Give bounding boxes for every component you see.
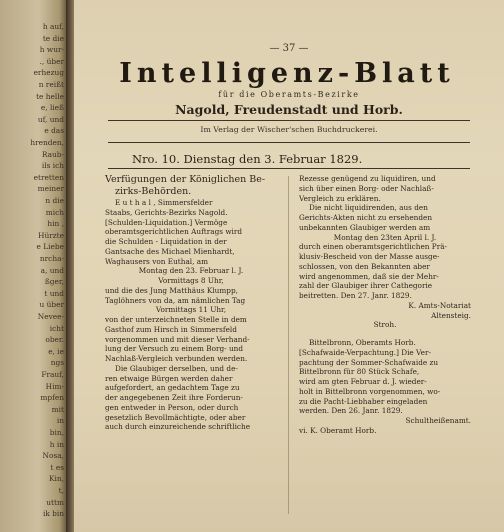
text-line: vi. K. Oberamt Horb. — [299, 425, 377, 435]
facing-page-fragment: u über — [39, 300, 64, 310]
facing-page-fragment: e, ließ — [40, 103, 64, 113]
text-line: klusiv-Bescheid von der Masse ausge- — [299, 252, 440, 261]
facing-page-fragment: in — [56, 416, 64, 426]
text-line: [Schafwaide-Verpachtung.] Die Ver- — [299, 347, 431, 357]
text-line: Die Glaubiger derselben, und de- — [115, 363, 238, 373]
facing-page-fragment: uttm — [46, 497, 64, 507]
text-line: wird angenommen, daß sie der Mehr- — [299, 271, 439, 281]
text-line: K. Amts-Notariat — [408, 300, 471, 310]
text-line: lung der Versuch zu einem Borg- und — [105, 344, 244, 354]
facing-page-fragment: Nevee- — [37, 312, 64, 321]
text-line: Verfügungen der Königlichen Be- — [105, 174, 266, 185]
text-line: Staabs, Gerichts-Bezirks Nagold. — [105, 207, 228, 217]
text-line: Die nicht liquidirenden, aus den — [309, 203, 428, 213]
text-line: vorgenommen und mit dieser Verhand- — [105, 334, 250, 344]
text-line: wird am gten Februar d. J. wieder- — [299, 377, 427, 386]
text-line: unbekannten Glaubiger werden am — [299, 222, 431, 232]
text-line: Montag den 23. Februar l. J. — [138, 266, 244, 276]
facing-page-fragment: ik bin — [42, 509, 64, 519]
facing-page-fragment: Nosa, — [42, 451, 64, 461]
text-line: Gasthof zum Hirsch in Simmersfeld — [105, 324, 237, 334]
facing-page-fragment: mpfen — [40, 393, 64, 403]
text-line: [Schulden-Liquidation.] Vermöge — [105, 217, 228, 227]
text-line: Waghausers von Euthal, am — [105, 256, 209, 266]
text-line: Bittelbronn für 80 Stück Schafe, — [299, 367, 420, 377]
facing-page-fragment: ober. — [45, 335, 64, 345]
text-line: zirks-Behörden. — [115, 186, 192, 197]
publisher-line: Im Verlag der Wischer'schen Buchdruckerei. — [200, 125, 378, 134]
page-number: — 37 — — [269, 43, 309, 54]
facing-page-fragment: meiner — [37, 184, 64, 194]
text-line: schlossen, von den Bekannten aber — [299, 261, 430, 271]
text-line: gesetzlich Bevollmächtigte, oder aber — [105, 412, 246, 422]
facing-page-fragment: h wur- — [39, 45, 64, 55]
facing-page-fragment: te helle — [36, 91, 64, 101]
text-line: durch einen oberamtsgerichtlichen Prä- — [299, 242, 448, 252]
facing-page-fragment: t, — [58, 486, 64, 495]
facing-page-fragment: t und — [44, 288, 64, 298]
facing-page-fragment: Hürzte — [38, 230, 64, 240]
issue-rule — [108, 168, 470, 169]
masthead-subtitle: für die Oberamts-Bezirke — [218, 90, 360, 99]
text-line: E u t h a l , Simmersfelder — [115, 198, 213, 207]
facing-page-edge — [0, 0, 70, 532]
text-line: zahl der Glaubiger ihrer Cathegorie — [299, 281, 433, 291]
facing-page-fragment: n die — [45, 196, 64, 205]
facing-page-fragment: h auf, — [42, 22, 64, 31]
issue-line: Nro. 10. Dienstag den 3. Februar 1829. — [132, 152, 363, 166]
text-line: Montag den 23ten April l. J. — [333, 232, 437, 242]
text-line: aufgefordert, an gedachtem Tage zu — [105, 383, 240, 393]
facing-page-fragment: uf, und — [37, 114, 64, 124]
column-divider — [288, 176, 289, 514]
text-line: Altensteig. — [431, 310, 471, 320]
publisher-rule — [108, 142, 470, 143]
facing-page-fragment: hin , — [47, 219, 64, 229]
column-left — [105, 174, 277, 432]
facing-page-fragment: h in — [49, 439, 64, 449]
text-line: oberamtsgerichtlichen Auftrags wird — [105, 227, 243, 237]
facing-page-fragment: te die — [42, 33, 64, 43]
text-line: Vormittags 8 Uhr, — [158, 276, 224, 285]
text-line: die Schulden - Liquidation in der — [105, 237, 227, 246]
facing-page-fragment: ngs — [50, 358, 64, 368]
facing-page-fragment: hrenden, — [30, 138, 64, 147]
facing-page-fragment: mich — [45, 207, 64, 217]
facing-page-fragment: n reißt — [38, 80, 64, 89]
facing-page-fragment: e das — [44, 126, 64, 136]
text-line: Rezesse genügend zu liquidiren, und — [299, 174, 436, 183]
facing-page-fragment: e Liebe — [36, 242, 64, 252]
text-line: zu die Pacht-Liebhaber eingeladen — [299, 396, 428, 406]
facing-page-fragment: icht — [49, 323, 64, 333]
column-right — [299, 174, 471, 436]
text-line: pachtung der Sommer-Schafwaide zu — [299, 357, 439, 367]
text-line: Schultheißenamt. — [405, 416, 471, 425]
text-line: und die des Jung Matthäus Klumpp, — [105, 285, 238, 295]
text-line: Nachlaß-Vergleich verbunden werden. — [105, 354, 248, 363]
text-line: von der unterzeichneten Stelle in dem — [105, 315, 247, 324]
facing-page-fragment: Raub- — [41, 149, 64, 159]
facing-page-fragment: Frauf, — [41, 370, 64, 379]
facing-page-fragment: a, und — [40, 265, 64, 275]
text-line: Gerichts-Akten nicht zu ersehenden — [299, 213, 433, 222]
masthead-places: Nagold, Freudenstadt und Horb. — [175, 102, 403, 117]
facing-page-fragment: ., über — [39, 56, 64, 66]
text-line: der angegebenen Zeit ihre Forderun- — [105, 393, 243, 402]
top-rule — [108, 120, 470, 121]
newspaper-page — [74, 0, 504, 532]
text-line: sich über einen Borg- oder Nachlaß- — [299, 183, 434, 193]
masthead-title: Intelligenz-Blatt — [119, 58, 455, 89]
facing-page-fragment: e, ie — [48, 346, 64, 356]
text-line: Vormittags 11 Uhr, — [155, 305, 227, 315]
facing-page-fragment: mit — [51, 404, 64, 414]
text-line: Stroh. — [373, 320, 397, 330]
text-line: Taglöhners von da, am nämlichen Tag — [105, 295, 246, 305]
text-line: ren etwaige Bürgen werden daher — [105, 373, 233, 383]
facing-page-fragment: ßger, — [44, 277, 64, 287]
facing-page-fragment: bin, — [49, 428, 64, 437]
text-line: Bittelbronn, Oberamts Horb. — [309, 338, 416, 347]
facing-page-fragment: Him- — [45, 381, 64, 391]
text-line: Gantsache des Michael Mienhardt, — [105, 246, 235, 256]
facing-page-fragment: etretten — [33, 172, 64, 182]
text-line: gen entweder in Person, oder durch — [105, 402, 239, 412]
facing-page-fragment: nrcha- — [39, 254, 64, 263]
facing-page-fragment: t es — [50, 462, 64, 472]
facing-page-fragment: Kin, — [49, 474, 64, 484]
text-line: Vergleich zu erklären. — [299, 193, 381, 203]
text-line: auch durch einzureichende schriftliche — [105, 422, 251, 432]
facing-page-fragment: erhezug — [33, 68, 64, 78]
text-line: werden. Den 26. Janr. 1829. — [299, 406, 403, 416]
text-line: holt in Bittelbronn vorgenommen, wo- — [299, 386, 441, 396]
text-line: beitretten. Den 27. Janr. 1829. — [299, 291, 412, 300]
facing-page-fragment: ils ich — [41, 161, 64, 171]
text-line — [299, 330, 471, 338]
